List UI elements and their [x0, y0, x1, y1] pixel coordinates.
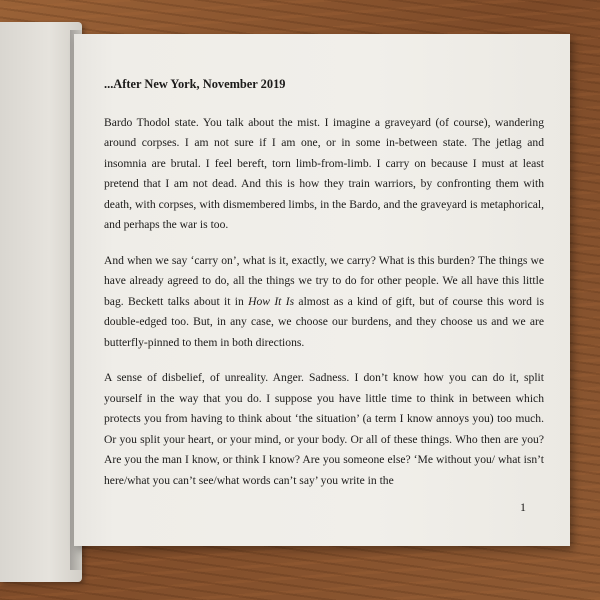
paragraph-1	[104, 113, 544, 236]
paragraph-2	[104, 251, 544, 354]
chapter-heading: ...After New York, November 2019	[104, 77, 286, 91]
paragraph-2-text-start: And when we say ‘carry on’, what is it, exactly, we carry? What is this burden? The things we have already agreed to do, all the things we try to do for other people. We all have this little bag. Beckett talks about it in	[104, 253, 544, 308]
paragraph-3-text: A sense of disbelief, of unreality. Anger. Sadness. I don’t know how you can do it, split yourself in the way that you do. I suppose you have little time to think in between which protects you from having to think about ‘the situation’ (a term I know annoys you) too much. Or you split your heart, or your mind, or your body. Or all of these things. Who then are you? Are you the man I know, or think I know? Are you someone else? ‘Me without you/ what isn’t here/what you can’t see/what words can’t say’ you write in the	[104, 371, 544, 487]
page-text	[104, 74, 544, 506]
paragraph-3	[104, 368, 544, 491]
book-title-italic: How It Is	[248, 294, 295, 308]
right-page	[74, 34, 570, 546]
page-number: 1	[520, 500, 526, 514]
paragraph-2-text-end: almost as a kind of gift, but of course this word is double-edged too. But, in any case, we choose our burdens, and they choose us and we are butterfly-pinned to them in both directions.	[104, 294, 544, 349]
paragraph-1-text: Bardo Thodol state. You talk about the mist. I imagine a graveyard (of course), wandering around corpses. I am not sure if I am one, or in some in-between state. The jetlag and insomnia are brutal. I feel bereft, torn limb-from-limb. I carry on because I must at least pretend that I am not dead. And this is how they train warriors, by confronting them with death, with corpses, with dismembered limbs, in the Bardo, and the graveyard is metaphorical, and perhaps the war is too.	[104, 115, 544, 231]
